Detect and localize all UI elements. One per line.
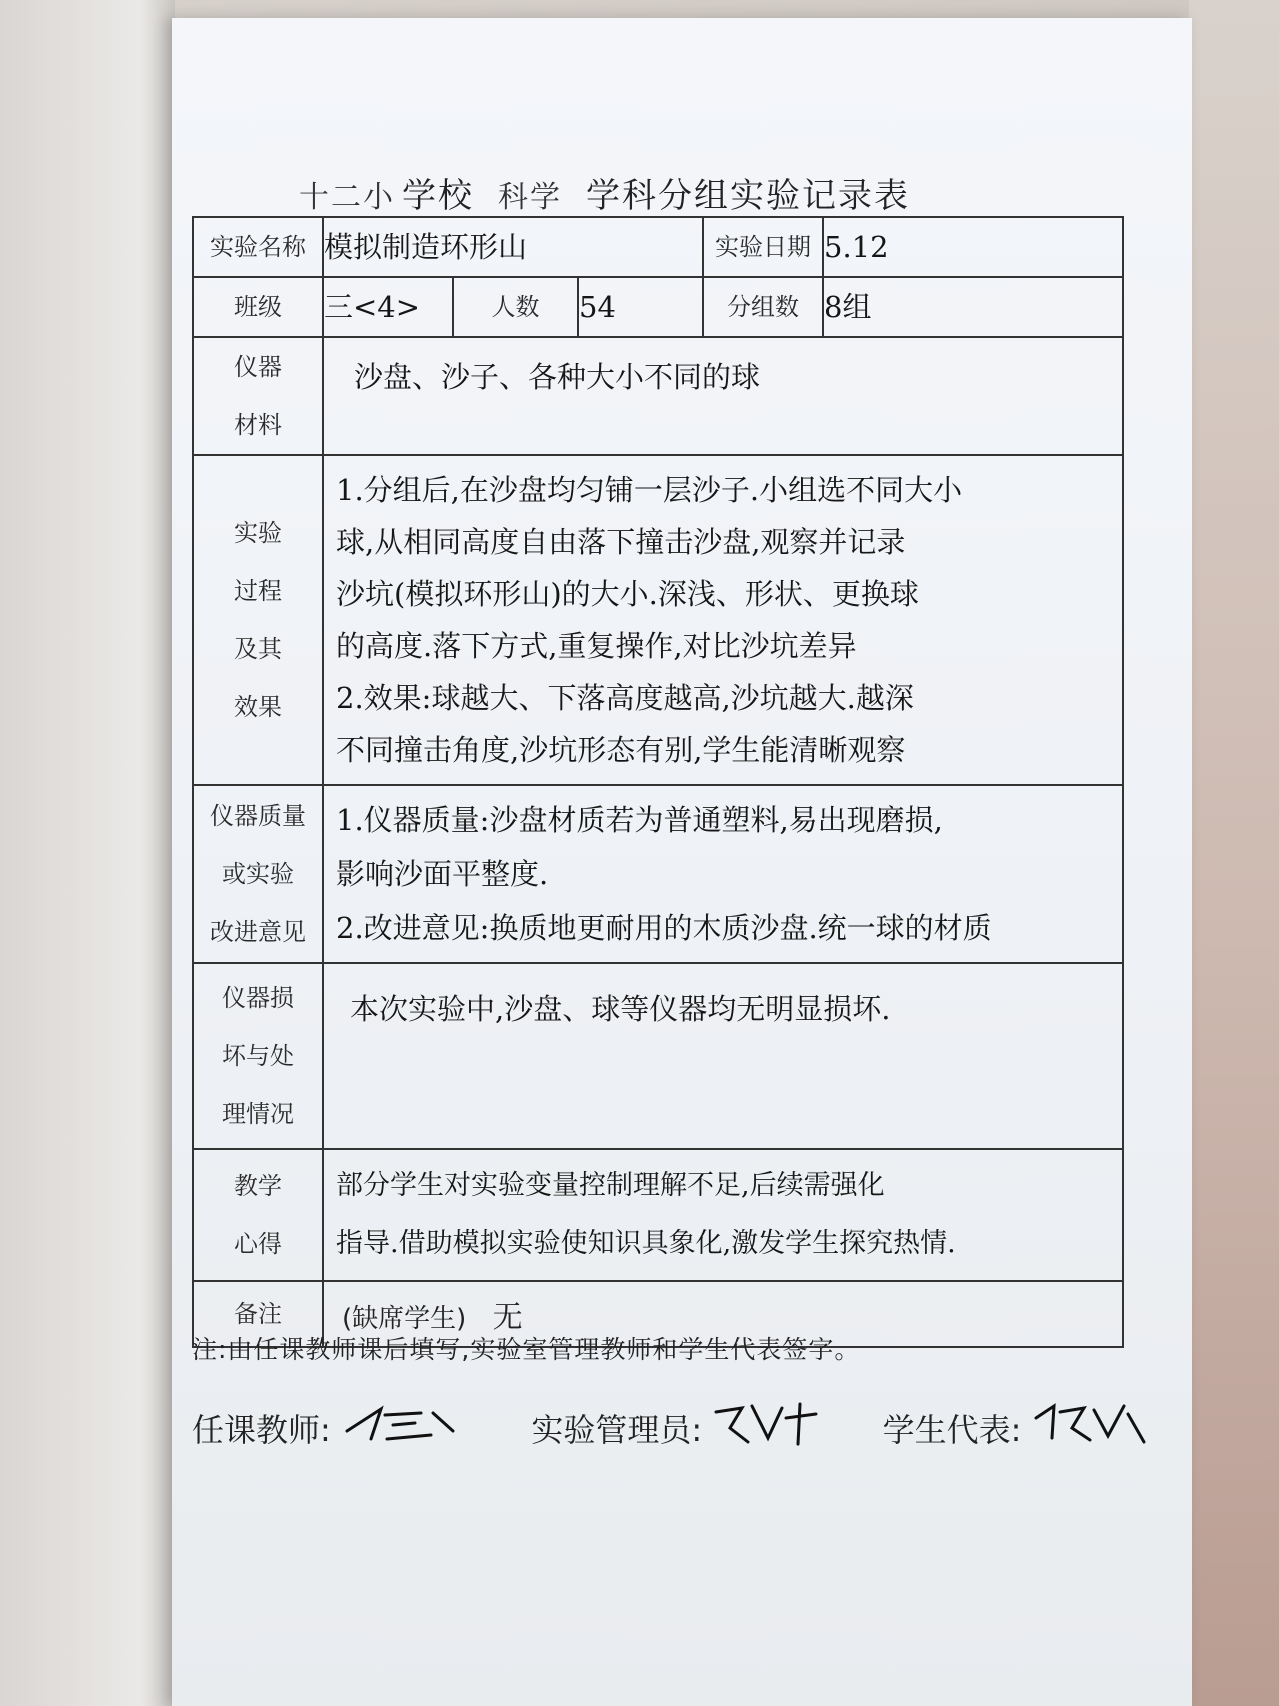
row-class xyxy=(193,277,1123,337)
process-label-line: 及其 xyxy=(234,635,282,663)
materials-label-line: 仪器 xyxy=(234,353,282,381)
teacher-label: 任课教师: xyxy=(192,1410,331,1449)
background-edge xyxy=(1189,0,1279,1706)
materials-value[interactable]: 沙盘、沙子、各种大小不同的球 xyxy=(323,337,1123,455)
quality-label-line: 或实验 xyxy=(222,860,294,888)
school-fill: 十二小 xyxy=(292,172,402,218)
quality-line: 2.改进意见:换质地更耐用的木质沙盘.统一球的材质 xyxy=(336,911,992,945)
footnote: 注:由任课教师课后填写,实验室管理教师和学生代表签字。 xyxy=(192,1335,861,1364)
process-line: 球,从相同高度自由落下撞击沙盘,观察并记录 xyxy=(336,525,906,559)
quality-label-line: 仪器质量 xyxy=(210,802,306,830)
subject-fill: 科学 xyxy=(474,172,586,218)
quality-line: 1.仪器质量:沙盘材质若为普通塑料,易出现磨损, xyxy=(336,803,943,837)
reflection-label xyxy=(193,1149,323,1281)
experiment-record-table xyxy=(192,216,1124,1348)
row-name xyxy=(193,217,1123,277)
process-line: 1.分组后,在沙盘均匀铺一层沙子.小组选不同大小 xyxy=(336,473,963,507)
quality-label-line: 改进意见 xyxy=(210,918,306,946)
reflection-line: 部分学生对实验变量控制理解不足,后续需强化 xyxy=(336,1170,885,1201)
reflection-label-line: 心得 xyxy=(234,1230,282,1258)
underlying-page xyxy=(0,0,175,1706)
groups-value[interactable]: 8组 xyxy=(823,277,1123,337)
row-damage xyxy=(193,963,1123,1149)
row-reflection xyxy=(193,1149,1123,1281)
row-quality xyxy=(193,785,1123,963)
damage-label xyxy=(193,963,323,1149)
student-signature xyxy=(1032,1398,1152,1457)
damage-label-line: 理情况 xyxy=(222,1100,294,1128)
class-value[interactable]: 三<4> xyxy=(323,277,453,337)
admin-label: 实验管理员: xyxy=(531,1410,703,1449)
process-label-line: 效果 xyxy=(234,693,282,721)
process-label-line: 过程 xyxy=(234,577,282,605)
notes-prefix: (缺席学生) xyxy=(342,1304,467,1334)
quality-value[interactable] xyxy=(323,785,1123,963)
process-label xyxy=(193,455,323,785)
date-value[interactable]: 5.12 xyxy=(823,217,1123,277)
admin-signature xyxy=(712,1398,832,1457)
groups-label: 分组数 xyxy=(703,277,823,337)
row-materials xyxy=(193,337,1123,455)
record-sheet xyxy=(172,18,1192,1706)
date-label: 实验日期 xyxy=(703,217,823,277)
count-value[interactable]: 54 xyxy=(578,277,703,337)
process-label-line: 实验 xyxy=(234,519,282,547)
damage-label-line: 坏与处 xyxy=(222,1042,294,1070)
teacher-signature xyxy=(341,1401,471,1454)
name-value[interactable]: 模拟制造环形山 xyxy=(323,217,703,277)
school-suffix: 学校 xyxy=(402,176,474,216)
reflection-label-line: 教学 xyxy=(234,1172,282,1200)
reflection-line: 指导.借助模拟实验使知识具象化,激发学生探究热情. xyxy=(336,1228,956,1259)
process-line: 不同撞击角度,沙坑形态有别,学生能清晰观察 xyxy=(336,733,906,767)
row-process xyxy=(193,455,1123,785)
title-suffix: 学科分组实验记录表 xyxy=(586,176,910,216)
damage-value[interactable]: 本次实验中,沙盘、球等仪器均无明显损坏. xyxy=(323,963,1123,1149)
class-label: 班级 xyxy=(193,277,323,337)
process-line: 沙坑(模拟环形山)的大小.深浅、形状、更换球 xyxy=(336,577,919,611)
materials-label-line: 材料 xyxy=(234,411,282,439)
damage-label-line: 仪器损 xyxy=(222,984,294,1012)
count-label: 人数 xyxy=(453,277,578,337)
quality-label xyxy=(193,785,323,963)
process-line: 2.效果:球越大、下落高度越高,沙坑越大.越深 xyxy=(336,681,914,715)
process-value[interactable] xyxy=(323,455,1123,785)
quality-line: 影响沙面平整度. xyxy=(336,857,549,891)
reflection-value[interactable] xyxy=(323,1149,1123,1281)
student-label: 学生代表: xyxy=(882,1410,1022,1449)
process-line: 的高度.落下方式,重复操作,对比沙坑差异 xyxy=(336,629,857,663)
materials-label xyxy=(193,337,323,455)
signature-line xyxy=(192,1398,1092,1458)
notes-label: 备注 xyxy=(193,1281,323,1347)
notes-value: 无 xyxy=(492,1300,523,1335)
name-label: 实验名称 xyxy=(193,217,323,277)
